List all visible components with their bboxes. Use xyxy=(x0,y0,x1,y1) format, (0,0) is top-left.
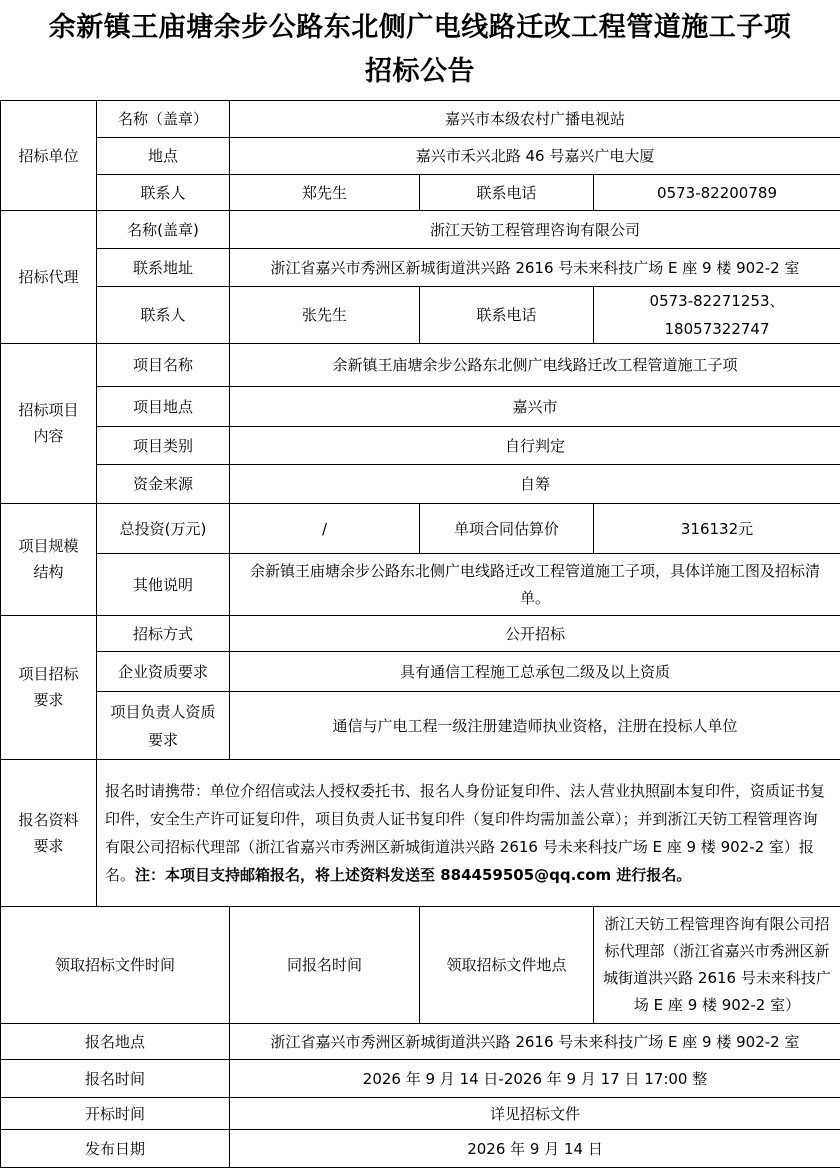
page-title xyxy=(0,6,840,94)
docs-place-label: 领取招标文件地点 xyxy=(420,907,594,1024)
project-location-label: 项目地点 xyxy=(97,387,230,427)
manager-label: 项目负责人资质要求 xyxy=(97,692,230,760)
method-value: 公开招标 xyxy=(230,616,840,652)
title-line-2: 招标公告 xyxy=(0,50,840,94)
agent-phone: 0573-82271253、18057322747 xyxy=(594,287,840,344)
tenderer-address-label: 地点 xyxy=(97,138,230,175)
project-location: 嘉兴市 xyxy=(230,387,840,427)
project-category-label: 项目类别 xyxy=(97,427,230,465)
qualification-label: 企业资质要求 xyxy=(97,652,230,692)
reg-time: 2026 年 9 月 14 日-2026 年 9 月 17 日 17:00 整 xyxy=(230,1060,840,1098)
project-funding-label: 资金来源 xyxy=(97,465,230,504)
tenderer-name: 嘉兴市本级农村广播电视站 xyxy=(230,101,840,138)
agent-contact: 张先生 xyxy=(230,287,420,344)
agent-address: 浙江省嘉兴市秀洲区新城街道洪兴路 2616 号未来科技广场 E 座 9 楼 902-2 室 xyxy=(230,249,840,287)
estimate-value: 316132元 xyxy=(594,504,840,554)
docs-time-label: 领取招标文件时间 xyxy=(1,907,230,1024)
announcement-table xyxy=(0,100,840,1168)
agent-name: 浙江天钫工程管理咨询有限公司 xyxy=(230,211,840,249)
publish-date-label: 发布日期 xyxy=(1,1130,230,1168)
project-category: 自行判定 xyxy=(230,427,840,465)
other-description: 余新镇王庙塘余步公路东北侧广电线路迁改工程管道施工子项，具体详施工图及招标清单。 xyxy=(230,554,840,616)
reg-place-label: 报名地点 xyxy=(1,1024,230,1060)
reg-place: 浙江省嘉兴市秀洲区新城街道洪兴路 2616 号未来科技广场 E 座 9 楼 902-2 室 xyxy=(230,1024,840,1060)
method-label: 招标方式 xyxy=(97,616,230,652)
investment-label: 总投资(万元) xyxy=(97,504,230,554)
section-requirements: 项目招标要求 xyxy=(1,616,97,760)
section-tenderer: 招标单位 xyxy=(1,101,97,211)
agent-name-label: 名称(盖章) xyxy=(97,211,230,249)
registration-requirements xyxy=(97,760,840,907)
publish-date: 2026 年 9 月 14 日 xyxy=(230,1130,840,1168)
registration-text: 报名时请携带：单位介绍信或法人授权委托书、报名人身份证复印件、法人营业执照副本复印件，资质证书复印件，安全生产许可证复印件，项目负责人证书复印件（复印件均需加盖公章）；并到浙江天钫工程管理咨询有限公司招标代理部（浙江省嘉兴市秀洲区新城街道洪兴路 2616 号未来科技广场 E 座 9 楼 902-2 室）报名。 xyxy=(105,782,825,884)
registration-note: 注：本项目支持邮箱报名，将上述资料发送至 884459505@qq.com 进行报名。 xyxy=(135,866,691,884)
section-agent: 招标代理 xyxy=(1,211,97,344)
section-registration: 报名资料要求 xyxy=(1,760,97,907)
manager-value: 通信与广电工程一级注册建造师执业资格，注册在投标人单位 xyxy=(230,692,840,760)
section-project: 招标项目内容 xyxy=(1,344,97,504)
tenderer-contact: 郑先生 xyxy=(230,175,420,211)
agent-address-label: 联系地址 xyxy=(97,249,230,287)
reg-time-label: 报名时间 xyxy=(1,1060,230,1098)
project-funding: 自筹 xyxy=(230,465,840,504)
section-scale: 项目规模结构 xyxy=(1,504,97,616)
tenderer-name-label: 名称（盖章） xyxy=(97,101,230,138)
estimate-label: 单项合同估算价 xyxy=(420,504,594,554)
tenderer-phone-label: 联系电话 xyxy=(420,175,594,211)
tenderer-phone: 0573-82200789 xyxy=(594,175,840,211)
agent-phone-label: 联系电话 xyxy=(420,287,594,344)
tenderer-address: 嘉兴市禾兴北路 46 号嘉兴广电大厦 xyxy=(230,138,840,175)
investment-value: / xyxy=(230,504,420,554)
project-name-label: 项目名称 xyxy=(97,344,230,387)
qualification-value: 具有通信工程施工总承包二级及以上资质 xyxy=(230,652,840,692)
docs-time: 同报名时间 xyxy=(230,907,420,1024)
agent-contact-label: 联系人 xyxy=(97,287,230,344)
open-time: 详见招标文件 xyxy=(230,1098,840,1130)
project-name: 余新镇王庙塘余步公路东北侧广电线路迁改工程管道施工子项 xyxy=(230,344,840,387)
other-label: 其他说明 xyxy=(97,554,230,616)
docs-place: 浙江天钫工程管理咨询有限公司招标代理部（浙江省嘉兴市秀洲区新城街道洪兴路 2616 号未来科技广场 E 座 9 楼 902-2 室） xyxy=(594,907,840,1024)
tenderer-contact-label: 联系人 xyxy=(97,175,230,211)
title-line-1: 余新镇王庙塘余步公路东北侧广电线路迁改工程管道施工子项 xyxy=(0,6,840,50)
open-time-label: 开标时间 xyxy=(1,1098,230,1130)
